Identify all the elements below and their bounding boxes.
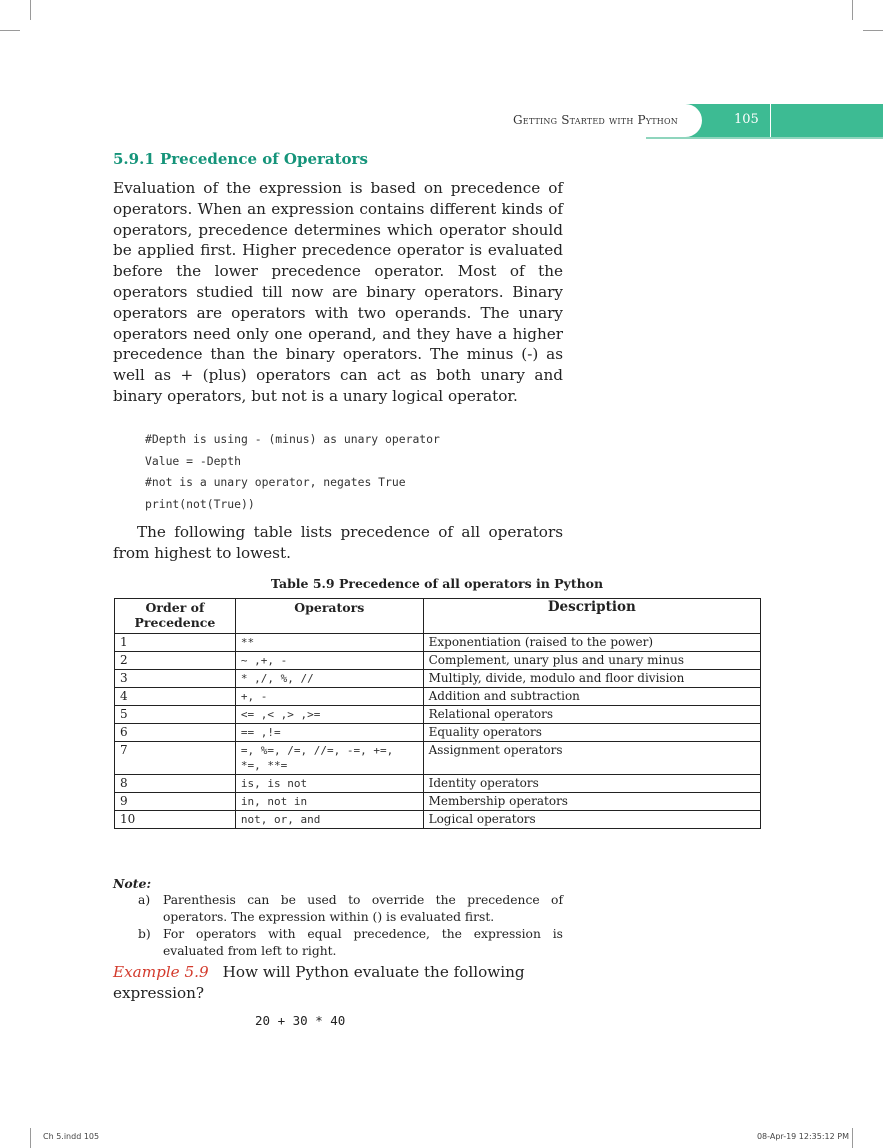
cell-order: 6 (115, 724, 236, 742)
cell-order: 7 (115, 742, 236, 775)
code-line: Value = -Depth (145, 454, 242, 468)
cell-order: 8 (115, 775, 236, 793)
table-row (115, 793, 761, 811)
note-item (138, 926, 563, 959)
table-row (115, 775, 761, 793)
cell-operators: ~ ,+, - (235, 652, 423, 670)
crop-mark (863, 30, 883, 31)
footer-file-info: Ch 5.indd 105 (43, 1132, 100, 1141)
note-item-text: Parenthesis can be used to override the precedence of operators. The expression within () is evaluated first. (163, 893, 563, 924)
cell-operators: <= ,< ,> ,>= (235, 706, 423, 724)
page-number: 105 (734, 112, 759, 127)
crop-mark (30, 1128, 31, 1148)
body-paragraph: Evaluation of the expression is based on precedence of operators. When an expression contains different kinds of operators, precedence determines which operator should be applied first. Higher precedence operator is evaluated before the lower precedence operator. Most of the operators studied till now are binary operators. Binary operators are operators with two operands. The unary operators need only one operand, and they have a higher precedence than the binary operators. The minus (-) as well as + (plus) operators can act as both unary and binary operators, but not is a unary logical operator. (113, 179, 563, 405)
table-row (115, 634, 761, 652)
cell-description: Addition and subtraction (423, 688, 760, 706)
cell-description: Exponentiation (raised to the power) (423, 634, 760, 652)
crop-mark (0, 30, 20, 31)
cell-order: 1 (115, 634, 236, 652)
table-row (115, 670, 761, 688)
cell-description: Relational operators (423, 706, 760, 724)
crop-mark (852, 1128, 853, 1148)
cell-description: Membership operators (423, 793, 760, 811)
section-title: 5.9.1 Precedence of Operators (113, 150, 368, 168)
cell-order: 4 (115, 688, 236, 706)
example-expression: 20 + 30 * 40 (255, 1013, 346, 1028)
note-item-label: b) (138, 927, 151, 941)
table-row (115, 742, 761, 775)
cell-order: 2 (115, 652, 236, 670)
note-item (138, 892, 563, 925)
cell-operators: =, %=, /=, //=, -=, +=, *=, **= (235, 742, 423, 775)
cell-operators: not, or, and (235, 811, 423, 829)
cell-description: Assignment operators (423, 742, 760, 775)
table-row (115, 652, 761, 670)
table-header-row (115, 599, 761, 634)
cell-order: 5 (115, 706, 236, 724)
code-line: #Depth is using - (minus) as unary operator (145, 432, 440, 446)
example-block (113, 962, 563, 1004)
crop-mark (852, 0, 853, 20)
table-row (115, 724, 761, 742)
cell-operators: in, not in (235, 793, 423, 811)
cell-description: Multiply, divide, modulo and floor division (423, 670, 760, 688)
footer-timestamp: 08-Apr-19 12:35:12 PM (756, 1132, 849, 1141)
note-item-label: a) (138, 893, 151, 907)
table-row (115, 706, 761, 724)
cell-operators: * ,/, %, // (235, 670, 423, 688)
note-label: Note: (113, 876, 152, 891)
example-question: How will Python evaluate the following expression? (113, 963, 525, 1002)
precedence-table (114, 598, 761, 829)
cell-order: 9 (115, 793, 236, 811)
crop-mark (30, 0, 31, 20)
running-header-title: Getting Started with Python (513, 113, 678, 127)
cell-description: Logical operators (423, 811, 760, 829)
table-row (115, 811, 761, 829)
column-header-operators: Operators (235, 599, 423, 634)
cell-operators: +, - (235, 688, 423, 706)
code-line: #not is a unary operator, negates True (145, 475, 406, 489)
example-label: Example 5.9 (113, 963, 209, 981)
cell-operators: ** (235, 634, 423, 652)
cell-order: 3 (115, 670, 236, 688)
header-underline (646, 137, 883, 139)
cell-order: 10 (115, 811, 236, 829)
cell-description: Equality operators (423, 724, 760, 742)
header-divider (770, 104, 771, 137)
table-intro-paragraph: The following table lists precedence of all operators from highest to lowest. (113, 523, 563, 562)
cell-operators: is, is not (235, 775, 423, 793)
note-item-text: For operators with equal precedence, the expression is evaluated from left to right. (163, 927, 563, 958)
column-header-order: Order of Precedence (115, 599, 236, 634)
column-header-description: Description (423, 599, 760, 634)
table-caption: Table 5.9 Precedence of all operators in Python (270, 576, 604, 591)
cell-operators: == ,!= (235, 724, 423, 742)
code-line: print(not(True)) (145, 497, 255, 511)
cell-description: Identity operators (423, 775, 760, 793)
cell-description: Complement, unary plus and unary minus (423, 652, 760, 670)
table-row (115, 688, 761, 706)
